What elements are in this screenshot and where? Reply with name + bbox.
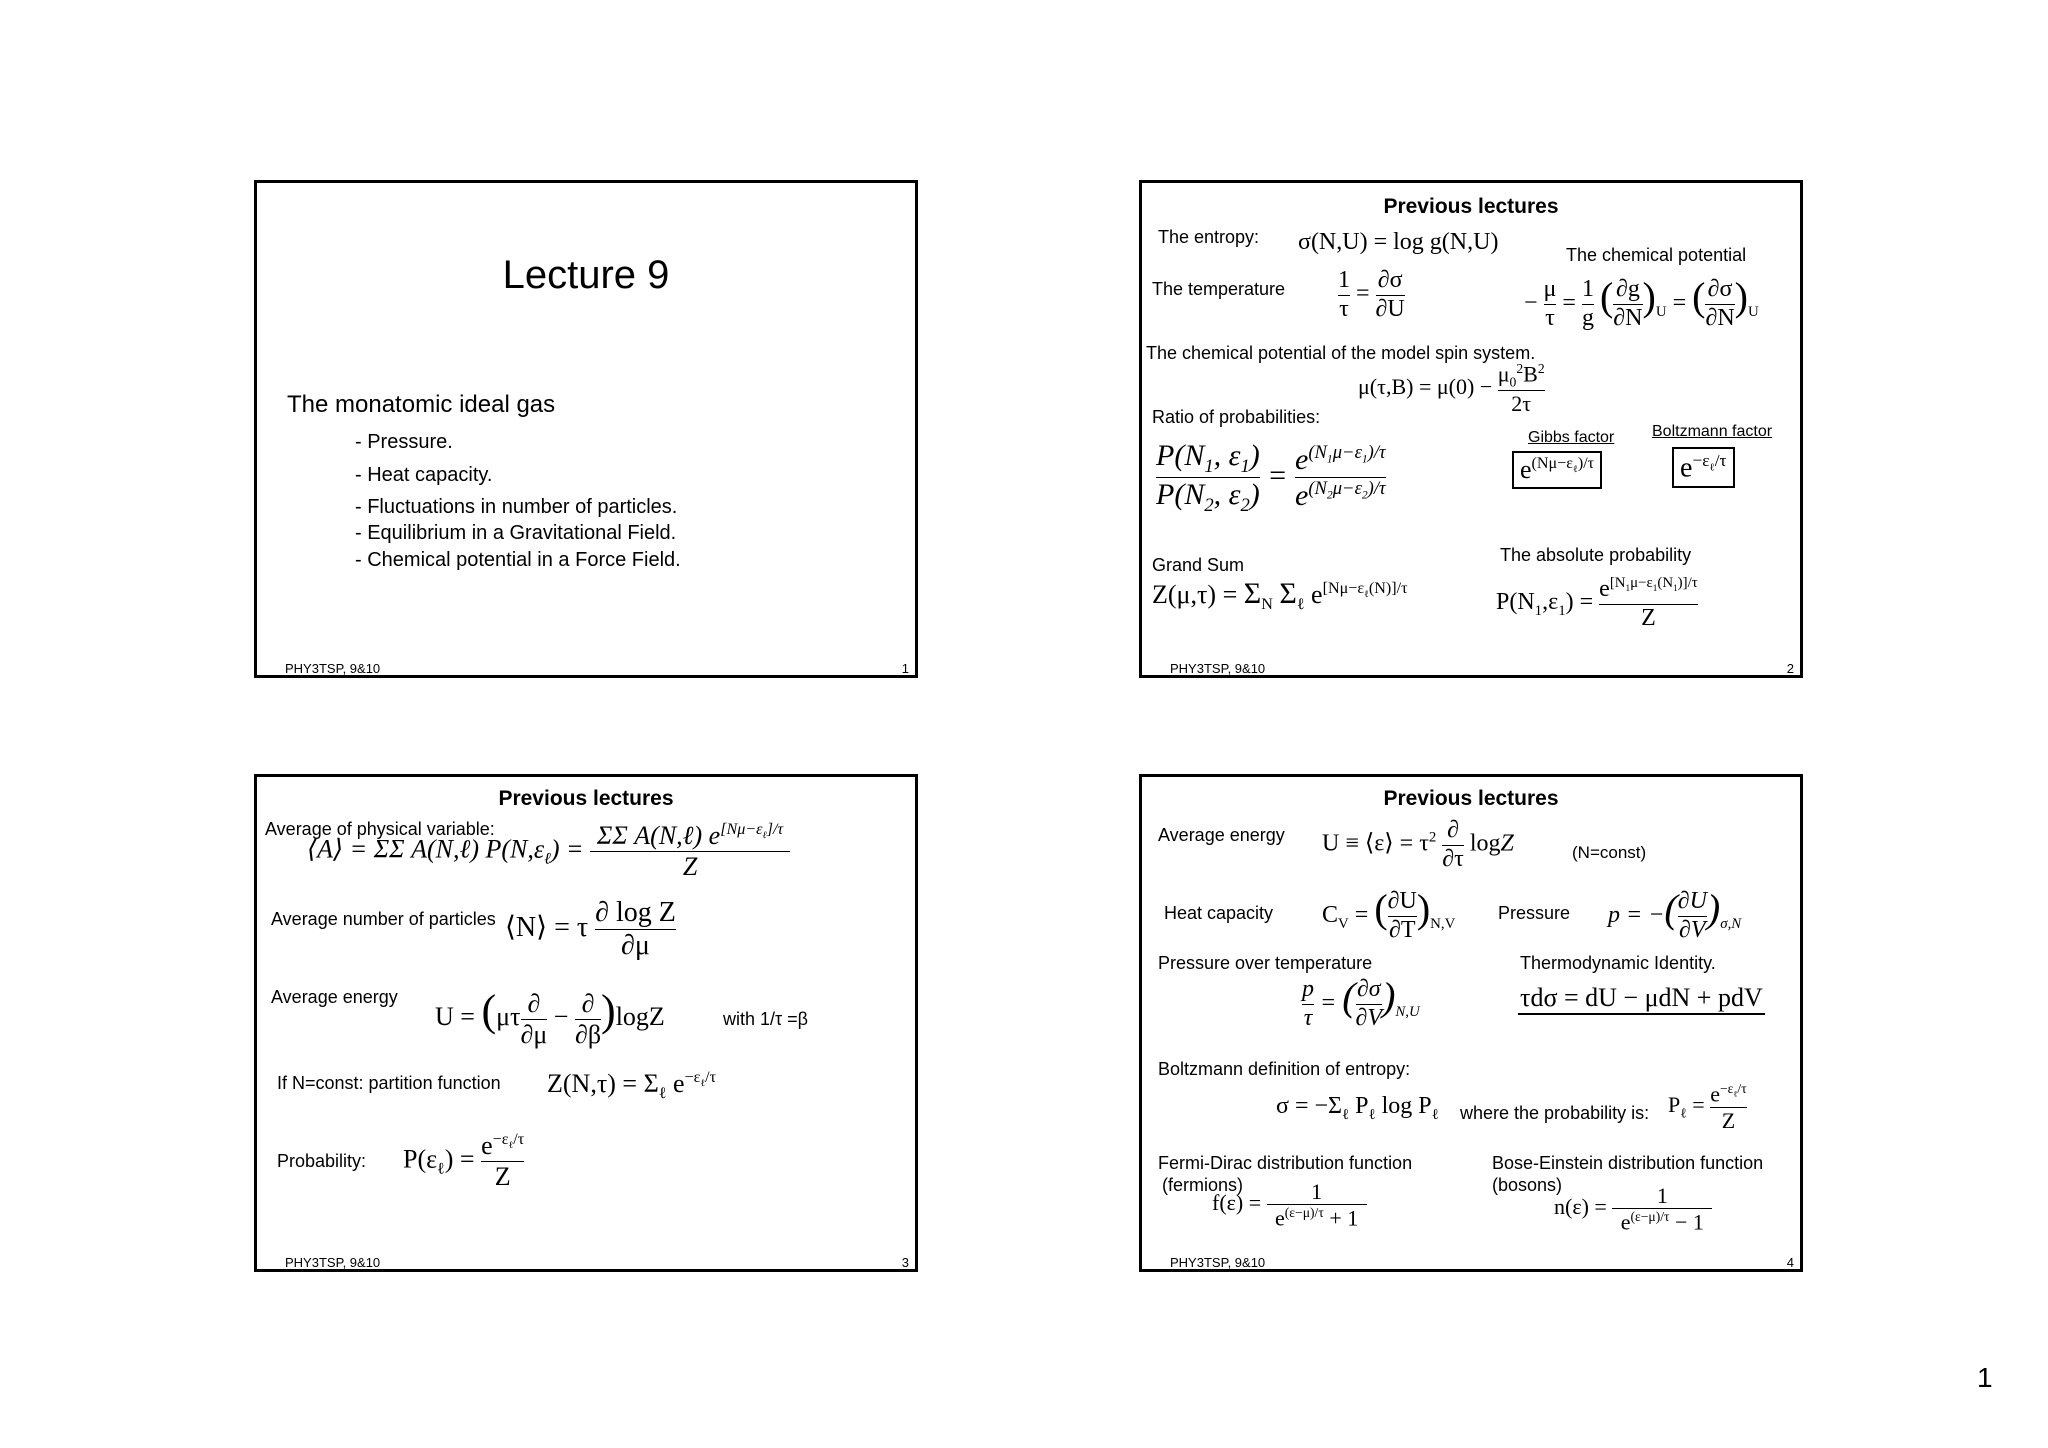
slide-title: Previous lectures — [498, 787, 674, 810]
partition-equation: $Z(N,\tau) = \Sigma_\ell$ $e^{-\varepsilon_\ell/\tau}$ — [547, 1069, 717, 1103]
partition-label: If N=const: partition function — [277, 1073, 501, 1093]
avg-var-label: Average of physical variable: — [265, 819, 495, 839]
slide-number: 1 — [901, 661, 909, 676]
slide-title: Previous lectures — [1383, 787, 1559, 810]
slide-title: Lecture 9 — [502, 253, 670, 297]
be-sub: (bosons) — [1492, 1175, 1563, 1195]
be-equation: n(ε) = $\frac{1}{e^{(\varepsilon-\mu)/\tau} - 1}$ — [1554, 1183, 1712, 1235]
entropy-equation: σ(N,U) = log g(N,U) — [1298, 229, 1499, 255]
abs-prob-label: The absolute probability — [1500, 545, 1692, 565]
slide-2 — [1139, 180, 1803, 678]
boltzmann-factor: $e^{-\varepsilon_\ell/\tau}$ — [1672, 447, 1735, 488]
bullet-item: - Heat capacity. — [355, 464, 493, 486]
ratio-equation: $\frac{P(N_1, \varepsilon_1)}{P(N_2, \varepsilon_2)}$ = $\frac{e^{(N_1\mu-\varepsilon_1)/\tau}}{e^{(N_2\mu-\varepsilon_2)/\tau}}$ — [1156, 439, 1386, 517]
slide-1 — [254, 180, 918, 678]
boltz-def-label: Boltzmann definition of entropy: — [1158, 1059, 1411, 1079]
slide-footer: PHY3TSP, 9&10 — [285, 1255, 381, 1270]
p-over-t-equation: $\frac{p}{\tau}$ = ( $\frac{\partial\sigma}{\partial V}$ )$_{N,U}$ — [1302, 974, 1420, 1031]
ratio-label: Ratio of probabilities: — [1152, 407, 1321, 427]
slide-footer: PHY3TSP, 9&10 — [1170, 1255, 1266, 1270]
nconst: (N=const) — [1572, 843, 1647, 862]
fd-sub: (fermions) — [1162, 1175, 1244, 1195]
fd-label: Fermi-Dirac distribution function — [1158, 1153, 1413, 1173]
avg-e-label: Average energy — [1158, 825, 1285, 845]
slide-4 — [1139, 774, 1803, 1272]
slide-number: 3 — [901, 1255, 909, 1270]
prob-equation: $P_\ell$ = $\frac{e^{-\varepsilon_\ell/\tau}}{Z}$ — [1668, 1081, 1747, 1133]
prob-label: Probability: — [277, 1151, 367, 1171]
slide-number: 4 — [1786, 1255, 1794, 1270]
abs-prob-equation: $P(N_1,\varepsilon_1)$ = $\frac{e^{[N_1\mu-\varepsilon_1(N_1)]/\tau}}{Z}$ — [1496, 575, 1698, 631]
where-prob: where the probability is: — [1460, 1103, 1650, 1123]
slide-footer: PHY3TSP, 9&10 — [285, 661, 381, 676]
bullet-item: - Chemical potential in a Force Field. — [355, 549, 681, 571]
grand-sum-equation: $Z(\mu,\tau) = \Sigma_N$ $\Sigma_\ell$ $e^{[N\mu-\varepsilon_\ell(N)]/\tau}$ — [1152, 577, 1408, 614]
heat-label: Heat capacity — [1164, 903, 1274, 923]
temperature-equation: $\frac{1}{\tau}$ = $\frac{\partial\sigma}{\partial U}$ — [1338, 267, 1405, 322]
slide-title: Previous lectures — [1383, 195, 1559, 218]
slide-3 — [254, 774, 918, 1272]
page-number: 1 — [1977, 1362, 1993, 1393]
bullet-item: - Equilibrium in a Gravitational Field. — [355, 522, 677, 544]
spin-label: The chemical potential of the model spin system. — [1146, 343, 1536, 363]
slide-footer: PHY3TSP, 9&10 — [1170, 661, 1266, 676]
slide-number: 2 — [1786, 661, 1794, 676]
thermo-equation: τdσ = dU − μdN + pdV — [1518, 983, 1765, 1015]
avg-e-equation: U ≡ ⟨ε⟩ = $\tau^2$ $\frac{\partial}{\partial\tau}$ logZ — [1322, 817, 1514, 872]
slide-heading: The monatomic ideal gas — [287, 391, 556, 418]
prob-equation: $P(\varepsilon_\ell)$ = $\frac{e^{-\varepsilon_\ell/\tau}}{Z}$ — [403, 1131, 525, 1191]
grand-sum-label: Grand Sum — [1152, 555, 1245, 575]
thermo-label: Thermodynamic Identity. — [1520, 953, 1716, 973]
with-beta: with 1/τ =β — [723, 1009, 808, 1029]
temperature-label: The temperature — [1152, 279, 1286, 299]
bullet-item: - Fluctuations in number of particles. — [355, 496, 678, 518]
boltz-def-equation: $\sigma = -\Sigma_\ell$ $P_\ell$ $\log P_\ell$ — [1276, 1093, 1439, 1123]
avg-e-label: Average energy — [271, 987, 398, 1007]
avg-n-equation: ⟨N⟩ = τ $\frac{\text{∂ log Z}}{\partial\mu}$ — [505, 897, 676, 962]
gibbs-label: Gibbs factor — [1528, 429, 1615, 446]
pressure-equation: p = −( $\frac{\partial U}{\partial V}$ )$_{\sigma,N}$ — [1608, 886, 1742, 943]
spin-equation: μ(τ,B) = μ(0) − $\frac{\mu_0^2B^2}{2\tau}$ — [1358, 361, 1545, 417]
pressure-label: Pressure — [1498, 903, 1571, 923]
bullet-item: - Pressure. — [355, 431, 453, 453]
entropy-label: The entropy: — [1158, 227, 1260, 247]
avg-var-equation: ⟨A⟩ = ΣΣ A(N,ℓ) $P(N,\varepsilon_\ell)$ = $\frac{\Sigma\Sigma A(N,\ell) e^{[N\mu-\varepsilon_\ell]/\tau}}{Z}$ — [307, 821, 790, 882]
avg-n-label: Average number of particles — [271, 909, 496, 929]
heat-equation: $C_V$ = ( $\frac{\partial U}{\partial T}$ )$_{N,V}$ — [1322, 886, 1456, 943]
be-label: Bose-Einstein distribution function — [1492, 1153, 1764, 1173]
p-over-t-label: Pressure over temperature — [1158, 953, 1373, 973]
boltzmann-label: Boltzmann factor — [1652, 423, 1773, 440]
chem-pot-label: The chemical potential — [1566, 245, 1747, 265]
chem-pot-equation: − $\frac{\mu}{\tau}$ = $\frac{1}{g}$ ( $\frac{\partial g}{\partial N}$ )$_U$ = ( $\frac{\partial\sigma}{\partial N}$ )$_U$ — [1524, 274, 1759, 331]
gibbs-factor: $e^{(N\mu-\varepsilon_\ell)/\tau}$ — [1512, 451, 1602, 489]
fd-equation: f(ε) = $\frac{1}{e^{(\varepsilon-\mu)/\tau} + 1}$ — [1212, 1179, 1367, 1231]
avg-e-equation: U = (μτ $\frac{\partial}{\partial\mu}$ − $\frac{\partial}{\partial\beta}$ )logZ — [435, 986, 665, 1049]
